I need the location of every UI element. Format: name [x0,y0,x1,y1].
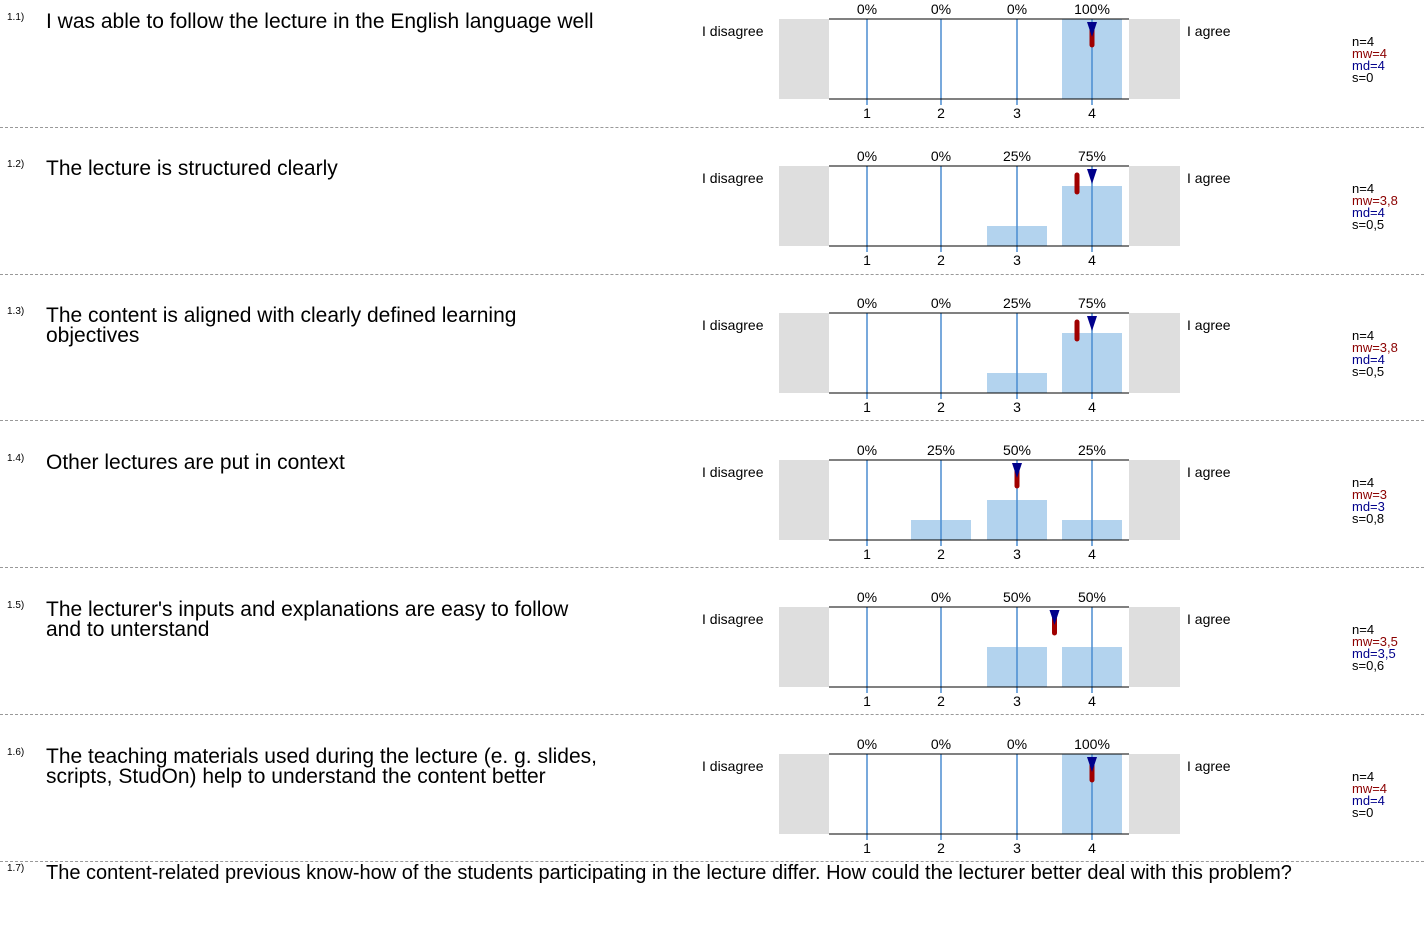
left-end-box [779,460,829,540]
stat-n: n=4 [1352,769,1375,784]
tick-label: 1 [863,252,871,268]
tick-label: 3 [1013,840,1021,856]
question-row [0,441,1424,588]
statistics [1352,771,1387,819]
scale-left-label: I disagree [702,758,764,774]
median-marker [1087,169,1097,184]
stat-stddev: s=0,6 [1352,658,1385,673]
tick-label: 4 [1088,399,1096,415]
percent-label: 0% [856,442,878,458]
stat-stddev: s=0,5 [1352,364,1385,379]
dashed-divider [0,420,1424,421]
left-end-box [779,166,829,246]
percent-label: 0% [930,736,952,752]
question-text: Other lectures are put in context [46,451,345,474]
percent-label: 0% [930,148,952,164]
percent-label: 0% [856,736,878,752]
left-end-box [779,313,829,393]
percent-label: 0% [1006,1,1028,17]
percent-label: 0% [1006,736,1028,752]
scale-right-label: I agree [1187,611,1231,627]
tick-label: 4 [1088,252,1096,268]
tick-label: 2 [937,252,945,268]
tick-label: 3 [1013,399,1021,415]
tick-label: 1 [863,840,871,856]
right-end-box [1129,19,1180,99]
distribution-chart [770,0,1190,126]
stat-n: n=4 [1352,475,1375,490]
question-row [0,294,1424,441]
median-marker [1012,463,1022,478]
question-number: 1.2) [7,159,25,170]
percent-label: 0% [856,589,878,605]
tick-label: 2 [937,693,945,709]
question-number: 1.1) [7,12,25,23]
question-number: 1.7) [7,863,25,874]
left-end-box [779,754,829,834]
percent-label: 25% [1002,295,1032,311]
tick-label: 3 [1013,252,1021,268]
tick-label: 1 [863,105,871,121]
percent-label: 50% [1077,589,1107,605]
percent-label: 75% [1077,148,1107,164]
scale-right-label: I agree [1187,170,1231,186]
stat-mean: mw=4 [1352,781,1388,796]
statistics [1352,36,1387,84]
right-end-box [1129,166,1180,246]
distribution-chart [770,588,1190,714]
statistics [1352,330,1398,378]
dashed-divider [0,274,1424,275]
tick-label: 1 [863,546,871,562]
percent-label: 0% [856,295,878,311]
left-end-box [779,607,829,687]
stat-n: n=4 [1352,181,1375,196]
left-end-box [779,19,829,99]
distribution-chart [770,147,1190,273]
percent-label: 75% [1077,295,1107,311]
tick-label: 4 [1088,546,1096,562]
stat-stddev: s=0,8 [1352,511,1385,526]
question-number: 1.6) [7,747,25,758]
stat-stddev: s=0 [1352,70,1374,85]
percent-label: 0% [930,1,952,17]
statistics [1352,477,1387,525]
scale-right-label: I agree [1187,464,1231,480]
dashed-divider [0,127,1424,128]
question-text: The lecture is structured clearly [46,157,338,180]
percent-label: 100% [1074,1,1110,17]
tick-label: 1 [863,693,871,709]
scale-left-label: I disagree [702,611,764,627]
question-number: 1.5) [7,600,25,611]
tick-label: 1 [863,399,871,415]
scale-left-label: I disagree [702,317,764,333]
question-text: I was able to follow the lecture in the English language well [46,10,594,33]
stat-n: n=4 [1352,622,1375,637]
median-marker [1087,316,1097,331]
dashed-divider [0,567,1424,568]
percent-label: 100% [1074,736,1110,752]
stat-n: n=4 [1352,34,1375,49]
stat-stddev: s=0 [1352,805,1374,820]
question-number: 1.4) [7,453,25,464]
right-end-box [1129,607,1180,687]
percent-label: 25% [926,442,956,458]
stat-mean: mw=3 [1352,487,1388,502]
stat-median: md=4 [1352,58,1385,73]
percent-label: 0% [856,148,878,164]
scale-left-label: I disagree [702,464,764,480]
statistics [1352,624,1398,672]
scale-left-label: I disagree [702,23,764,39]
stat-mean: mw=3,5 [1352,634,1398,649]
question-text: The content-related previous know-how of the students participating in the lecture differ. How could the lecturer better deal with this problem? [46,862,1292,884]
stat-median: md=3,5 [1352,646,1396,661]
scale-right-label: I agree [1187,23,1231,39]
tick-label: 2 [937,546,945,562]
median-marker [1050,610,1060,625]
percent-label: 50% [1002,589,1032,605]
stat-median: md=4 [1352,352,1385,367]
tick-label: 3 [1013,693,1021,709]
question-text: The content is aligned with clearly defined learning objectives [46,304,517,347]
tick-label: 4 [1088,840,1096,856]
scale-right-label: I agree [1187,317,1231,333]
scale-right-label: I agree [1187,758,1231,774]
percent-label: 25% [1002,148,1032,164]
tick-label: 3 [1013,105,1021,121]
percent-label: 50% [1002,442,1032,458]
percent-label: 0% [930,589,952,605]
distribution-chart [770,735,1190,861]
question-row [0,735,1424,882]
dashed-divider [0,714,1424,715]
question-number: 1.3) [7,306,25,317]
stat-mean: mw=3,8 [1352,340,1398,355]
distribution-chart [770,441,1190,567]
question-row [0,147,1424,294]
tick-label: 2 [937,399,945,415]
tick-label: 3 [1013,546,1021,562]
percent-label: 0% [856,1,878,17]
tick-label: 2 [937,105,945,121]
statistics [1352,183,1398,231]
question-row [0,0,1424,147]
stat-mean: mw=3,8 [1352,193,1398,208]
tick-label: 4 [1088,693,1096,709]
right-end-box [1129,460,1180,540]
percent-label: 25% [1077,442,1107,458]
question-text: The teaching materials used during the lecture (e. g. slides, scripts, StudOn) help to understand the content better [46,745,597,788]
stat-median: md=3 [1352,499,1385,514]
stat-n: n=4 [1352,328,1375,343]
stat-stddev: s=0,5 [1352,217,1385,232]
question-row [0,588,1424,735]
stat-median: md=4 [1352,793,1385,808]
right-end-box [1129,754,1180,834]
percent-label: 0% [930,295,952,311]
question-text: The lecturer's inputs and explanations are easy to follow and to unterstand [46,598,569,641]
scale-left-label: I disagree [702,170,764,186]
tick-label: 2 [937,840,945,856]
tick-label: 4 [1088,105,1096,121]
distribution-chart [770,294,1190,420]
stat-median: md=4 [1352,205,1385,220]
right-end-box [1129,313,1180,393]
stat-mean: mw=4 [1352,46,1388,61]
